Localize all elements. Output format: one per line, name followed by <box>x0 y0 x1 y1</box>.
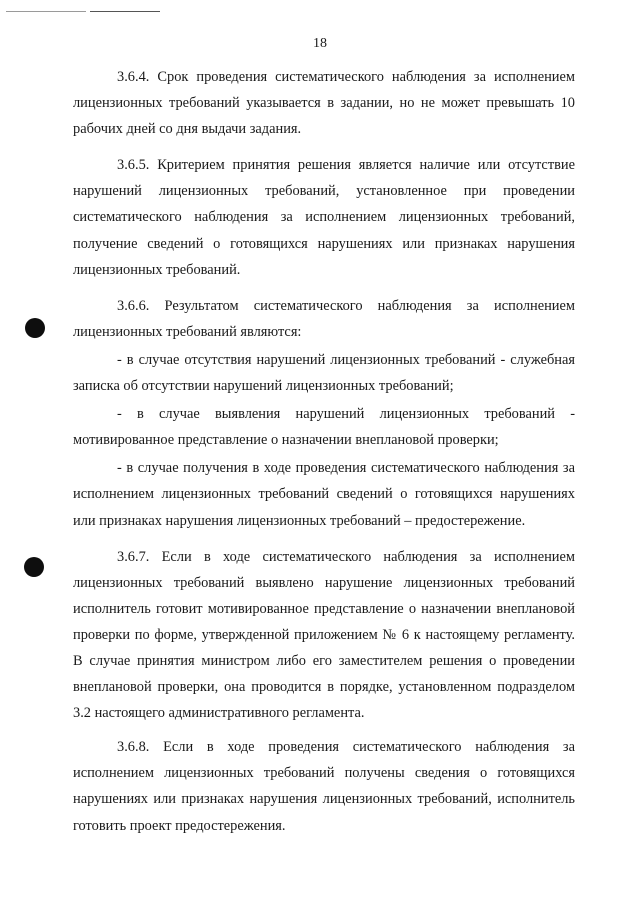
paragraph-3-6-4: 3.6.4. Срок проведения систематического наблюдения за исполнением лицензионных требований указывается в задании, но не может превышать 10 рабочих дней со дня выдачи задания. <box>73 69 575 138</box>
scan-artifact-line <box>90 11 160 12</box>
page-number: 18 <box>313 36 327 51</box>
list-item-warning: - в случае получения в ходе проведения систематического наблюдения за исполнением лицензионных требований сведений о готовящихся нарушениях или признаках нарушения лицензионных требований – предостережение. <box>73 460 575 529</box>
paragraph-3-6-6: 3.6.6. Результатом систематического наблюдения за исполнением лицензионных требований являются: <box>73 297 575 340</box>
paragraph-3-6-5: 3.6.5. Критерием принятия решения является наличие или отсутствие нарушений лицензионных требований, установленное при проведении систематического наблюдения за исполнением лицензионных требований, получение сведений о готовящихся нарушениях или признаках нарушения лицензионных требований. <box>73 157 575 278</box>
scan-artifact-line <box>6 11 86 12</box>
document-body <box>73 64 575 839</box>
punch-hole <box>25 318 45 338</box>
list-item-no-violations: - в случае отсутствия нарушений лицензионных требований - служебная записка об отсутствии нарушений лицензионных требований; <box>73 351 575 395</box>
paragraph-3-6-7: 3.6.7. Если в ходе систематического наблюдения за исполнением лицензионных требований выявлено нарушение лицензионных требований исполнитель готовит мотивированное представление о назначении внеплановой проверки по форме, утвержденной приложением № 6 к настоящему регламенту. В случае принятия министром либо его заместителем решения о проведении внеплановой проверки, она проводится в порядке, установленном подразделом 3.2 настоящего административного регламента. <box>73 548 575 722</box>
paragraph-3-6-8: 3.6.8. Если в ходе проведения систематического наблюдения за исполнением лицензионных требований получены сведения о готовящихся нарушениях или признаках нарушения лицензионных требований, исполнитель готовить проект предостережения. <box>73 739 575 834</box>
list-item-violations-found: - в случае выявления нарушений лицензионных требований - мотивированное представление о назначении внеплановой проверки; <box>73 406 575 449</box>
punch-hole <box>24 557 44 577</box>
